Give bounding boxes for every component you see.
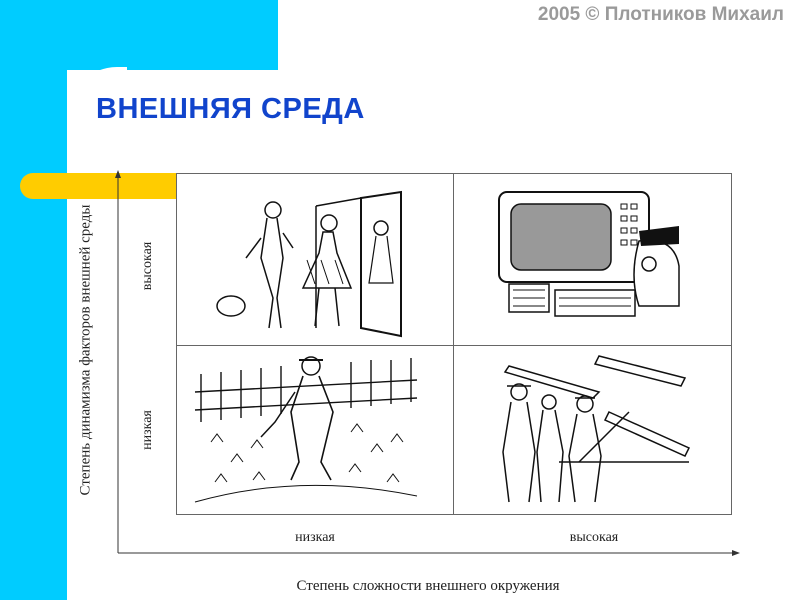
grid-divider-vertical xyxy=(453,174,454,514)
women-fashion-illustration xyxy=(211,188,411,338)
x-axis-arrow xyxy=(732,550,740,556)
y-level-high: высокая xyxy=(140,241,155,291)
x-axis-label: Степень сложности внешнего окружения xyxy=(296,578,560,594)
y-axis-label: Степень динамизма факторов внешней среды xyxy=(77,204,94,496)
matrix-grid xyxy=(176,173,732,515)
decor-cyan-left xyxy=(0,0,67,600)
x-level-low: низкая xyxy=(295,530,335,545)
gardener-illustration xyxy=(191,352,421,508)
x-level-high: высокая xyxy=(569,530,619,545)
computer-operator-illustration xyxy=(489,186,681,336)
grid-divider-horizontal xyxy=(177,345,731,346)
copyright-text: 2005 © Плотников Михаил xyxy=(537,4,784,25)
slide-title: ВНЕШНЯЯ СРЕДА xyxy=(96,93,365,125)
military-missiles-illustration xyxy=(489,352,691,508)
y-level-low: низкая xyxy=(140,410,155,450)
